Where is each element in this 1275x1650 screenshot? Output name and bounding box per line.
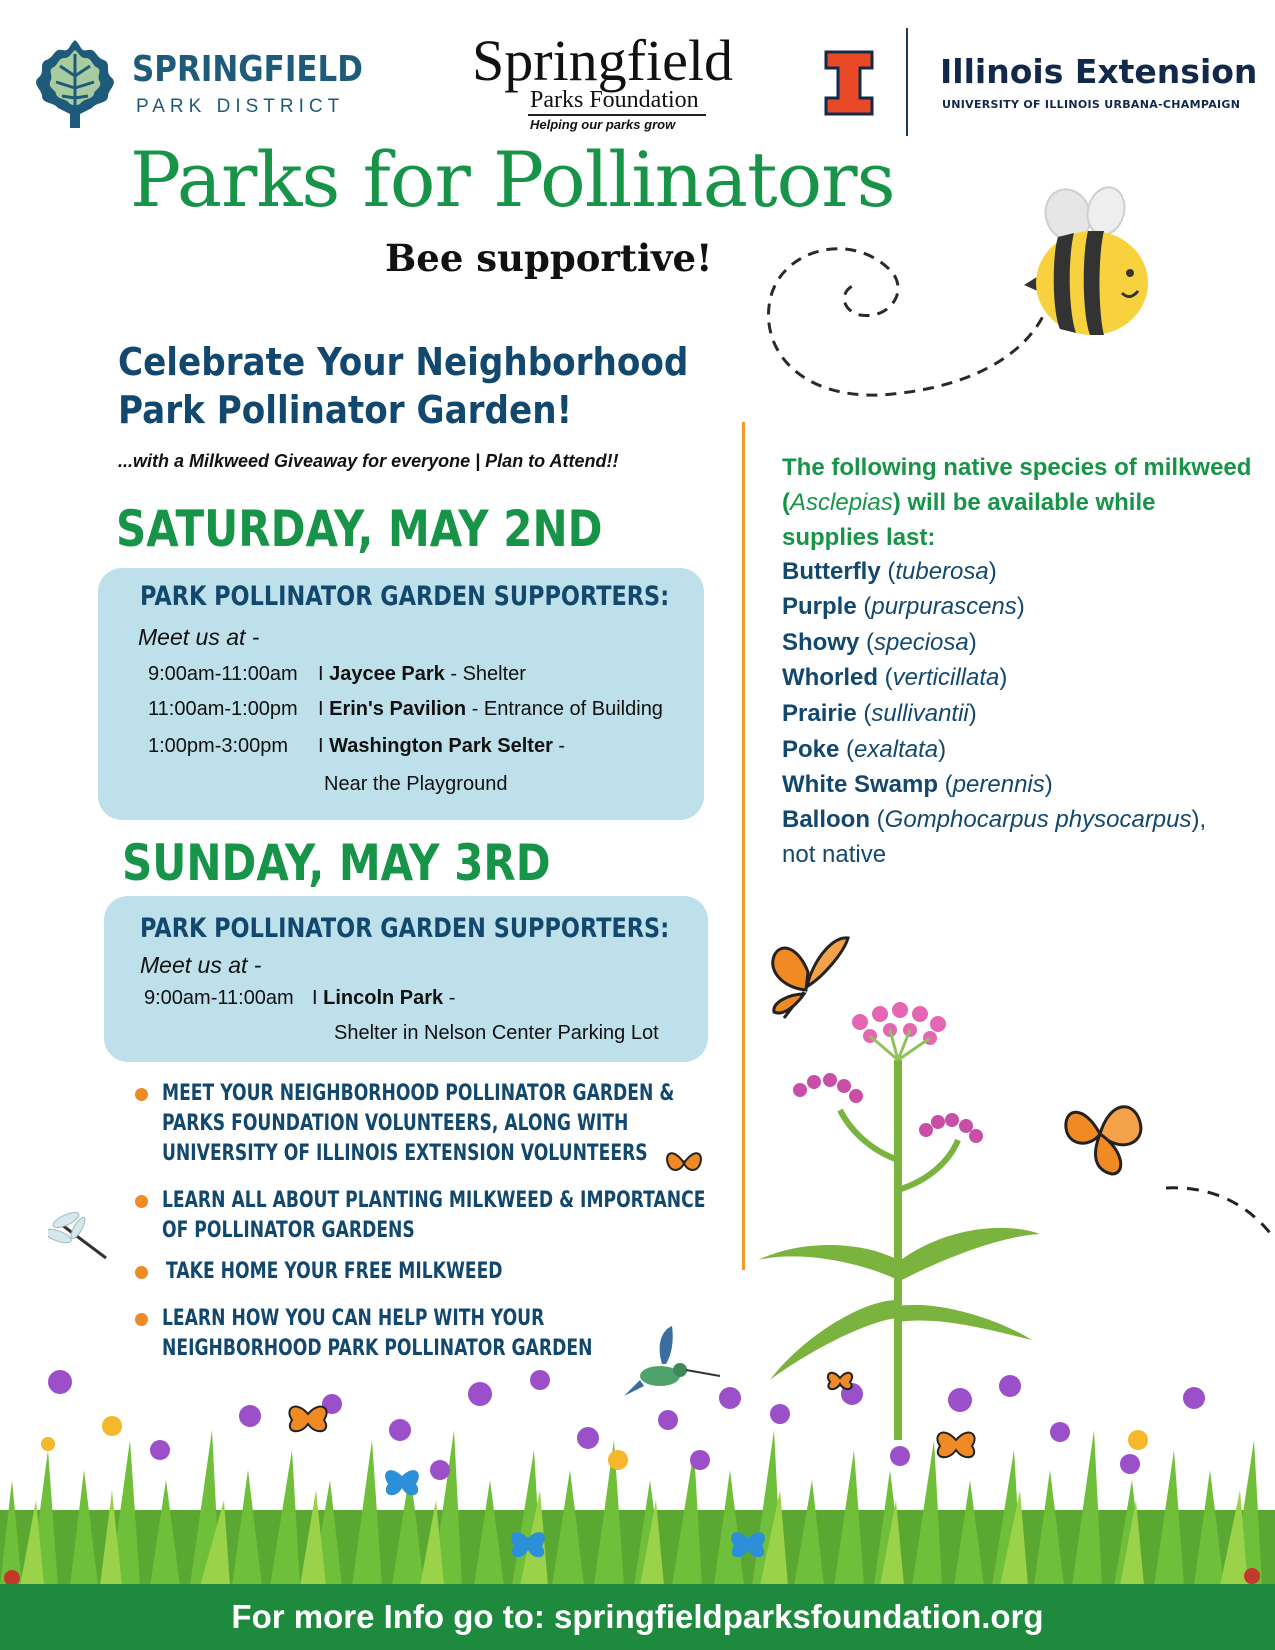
balloon-suffix: ), <box>1191 806 1207 833</box>
illinois-extension-subtitle: UNIVERSITY OF ILLINOIS URBANA-CHAMPAIGN <box>942 98 1241 111</box>
species-common-name: Showy <box>782 629 860 656</box>
slot-separator: I <box>318 735 324 757</box>
slot-place: Lincoln Park <box>323 987 444 1009</box>
illinois-extension-divider <box>906 28 908 136</box>
bullet-1-text <box>162 1079 674 1169</box>
saturday-slot1-time: 9:00am-11:00am <box>148 663 298 685</box>
saturday-slot3-location <box>318 736 565 756</box>
species-scientific-name: Gomphocarpus physocarpus <box>884 806 1192 833</box>
saturday-slot3-time: 1:00pm-3:00pm <box>148 735 289 757</box>
tagline: Bee supportive! <box>385 236 713 280</box>
saturday-meet-label: Meet us at - <box>138 624 260 650</box>
parks-foundation-subtitle: Parks Foundation <box>530 87 699 113</box>
species-whorled: Whorled (verticillata) <box>782 664 1008 691</box>
species-common-name: Purple <box>782 593 857 620</box>
page-title: Parks for Pollinators <box>130 135 895 224</box>
species-common-name: White Swamp <box>782 771 939 798</box>
saturday-slot1-location <box>318 664 526 684</box>
sunday-slot-location-line2: Shelter in Nelson Center Parking Lot <box>334 1022 659 1044</box>
slot-separator: I <box>318 663 324 685</box>
bullet-1-line1: MEET YOUR NEIGHBORHOOD POLLINATOR GARDEN & <box>162 1081 675 1106</box>
bullet-4-line2: NEIGHBORHOOD PARK POLLINATOR GARDEN <box>162 1336 593 1361</box>
species-poke: Poke (exaltata) <box>782 736 947 763</box>
sunday-meet-label: Meet us at - <box>140 952 262 978</box>
celebrate-heading-line1: Celebrate Your Neighborhood <box>118 340 689 384</box>
milkweed-intro-genus: Asclepias <box>790 489 893 516</box>
illinois-extension-name: Illinois Extension <box>940 52 1258 91</box>
species-showy: Showy (speciosa) <box>782 629 977 656</box>
slot-detail: - Shelter <box>444 663 526 685</box>
species-scientific-name: verticillata <box>892 664 1000 691</box>
springfield-park-district-subtitle: PARK DISTRICT <box>136 96 345 117</box>
bullet-4-line1: LEARN HOW YOU CAN HELP WITH YOUR <box>162 1306 545 1331</box>
bullet-4-text <box>162 1304 592 1364</box>
bullet-3-dot <box>135 1266 148 1279</box>
bullet-1-dot <box>135 1088 148 1101</box>
bullet-2-line2: OF POLLINATOR GARDENS <box>162 1218 415 1243</box>
milkweed-intro-b: ) will be available while supplies last: <box>782 489 1156 551</box>
slot-detail: - <box>443 987 456 1009</box>
flower-meadow-icon <box>0 1360 1275 1586</box>
species-purple: Purple (purpurascens) <box>782 593 1025 620</box>
footer-info-link[interactable]: For more Info go to: springfieldparksfoundation.org <box>231 1598 1044 1635</box>
monarch-butterfly-right-icon <box>1054 1094 1148 1180</box>
bullet-3-text <box>166 1257 503 1287</box>
slot-place: Jaycee Park <box>329 663 445 685</box>
sunday-box-heading: PARK POLLINATOR GARDEN SUPPORTERS: <box>140 913 670 944</box>
species-scientific-name: exaltata <box>854 736 939 763</box>
species-scientific-name: speciosa <box>874 629 969 656</box>
saturday-slot2-time: 11:00am-1:00pm <box>148 698 298 720</box>
butterfly-small-icon <box>664 1146 704 1180</box>
bee-flight-path-icon <box>760 230 1060 400</box>
species-scientific-name: purpurascens <box>871 593 1017 620</box>
dragonfly-icon <box>48 1212 114 1264</box>
celebrate-heading <box>118 338 688 434</box>
saturday-date: SATURDAY, MAY 2ND <box>116 500 603 558</box>
species-common-name: Poke <box>782 736 840 763</box>
dashed-flight-path-icon <box>1164 1178 1275 1248</box>
species-prairie: Prairie (sullivantii) <box>782 700 977 727</box>
species-balloon: Balloon (Gomphocarpus physocarpus), <box>782 806 1207 833</box>
slot-detail: - Entrance of Building <box>466 698 663 720</box>
bullet-3-line1: TAKE HOME YOUR FREE MILKWEED <box>166 1259 503 1284</box>
species-common-name: Balloon <box>782 806 870 833</box>
milkweed-intro <box>782 450 1252 555</box>
slot-detail: - <box>552 735 566 757</box>
parks-foundation-wordmark: Springfield <box>472 28 733 93</box>
species-scientific-name: tuberosa <box>895 558 989 585</box>
species-butterfly: Butterfly (tuberosa) <box>782 558 997 585</box>
celebrate-subline: ...with a Milkweed Giveaway for everyone | Plan to Attend!! <box>118 451 619 471</box>
parks-foundation-tagline: Helping our parks grow <box>530 117 676 132</box>
sunday-slot-time: 9:00am-11:00am <box>144 987 294 1009</box>
species-not-native-note: not native <box>782 841 887 868</box>
slot-place: Erin's Pavilion <box>329 698 467 720</box>
slot-separator: I <box>312 987 318 1009</box>
saturday-slot2-location <box>318 699 663 719</box>
bullet-2-line1: LEARN ALL ABOUT PLANTING MILKWEED & IMPORTANCE <box>162 1188 706 1213</box>
slot-place: Washington Park Selter <box>329 735 553 757</box>
springfield-park-district-name: SPRINGFIELD <box>132 49 363 90</box>
celebrate-heading-line2: Park Pollinator Garden! <box>118 388 573 432</box>
illinois-block-i-icon <box>824 50 874 116</box>
bullet-2-text <box>162 1186 705 1246</box>
species-white-swamp: White Swamp (perennis) <box>782 771 1053 798</box>
sunday-slot-location <box>312 988 455 1008</box>
bullet-4-dot <box>135 1313 148 1326</box>
bullet-2-dot <box>135 1195 148 1208</box>
species-common-name: Whorled <box>782 664 878 691</box>
bullet-1-line2: PARKS FOUNDATION VOLUNTEERS, ALONG WITH <box>162 1111 629 1136</box>
milkweed-intro-a: The following native species of milkweed ( <box>782 454 1252 516</box>
saturday-slot3-location-line2: Near the Playground <box>324 773 508 795</box>
parks-foundation-rule <box>528 114 706 116</box>
bee-icon <box>1018 185 1168 345</box>
oak-leaf-logo-icon <box>30 36 120 130</box>
species-scientific-name: perennis <box>952 771 1045 798</box>
species-scientific-name: sullivantii <box>871 700 969 727</box>
saturday-box-heading: PARK POLLINATOR GARDEN SUPPORTERS: <box>140 581 670 612</box>
slot-separator: I <box>318 698 324 720</box>
bullet-1-line3: UNIVERSITY OF ILLINOIS EXTENSION VOLUNTEERS <box>162 1141 648 1166</box>
sunday-date: SUNDAY, MAY 3RD <box>122 834 551 892</box>
species-common-name: Prairie <box>782 700 857 727</box>
species-common-name: Butterfly <box>782 558 881 585</box>
